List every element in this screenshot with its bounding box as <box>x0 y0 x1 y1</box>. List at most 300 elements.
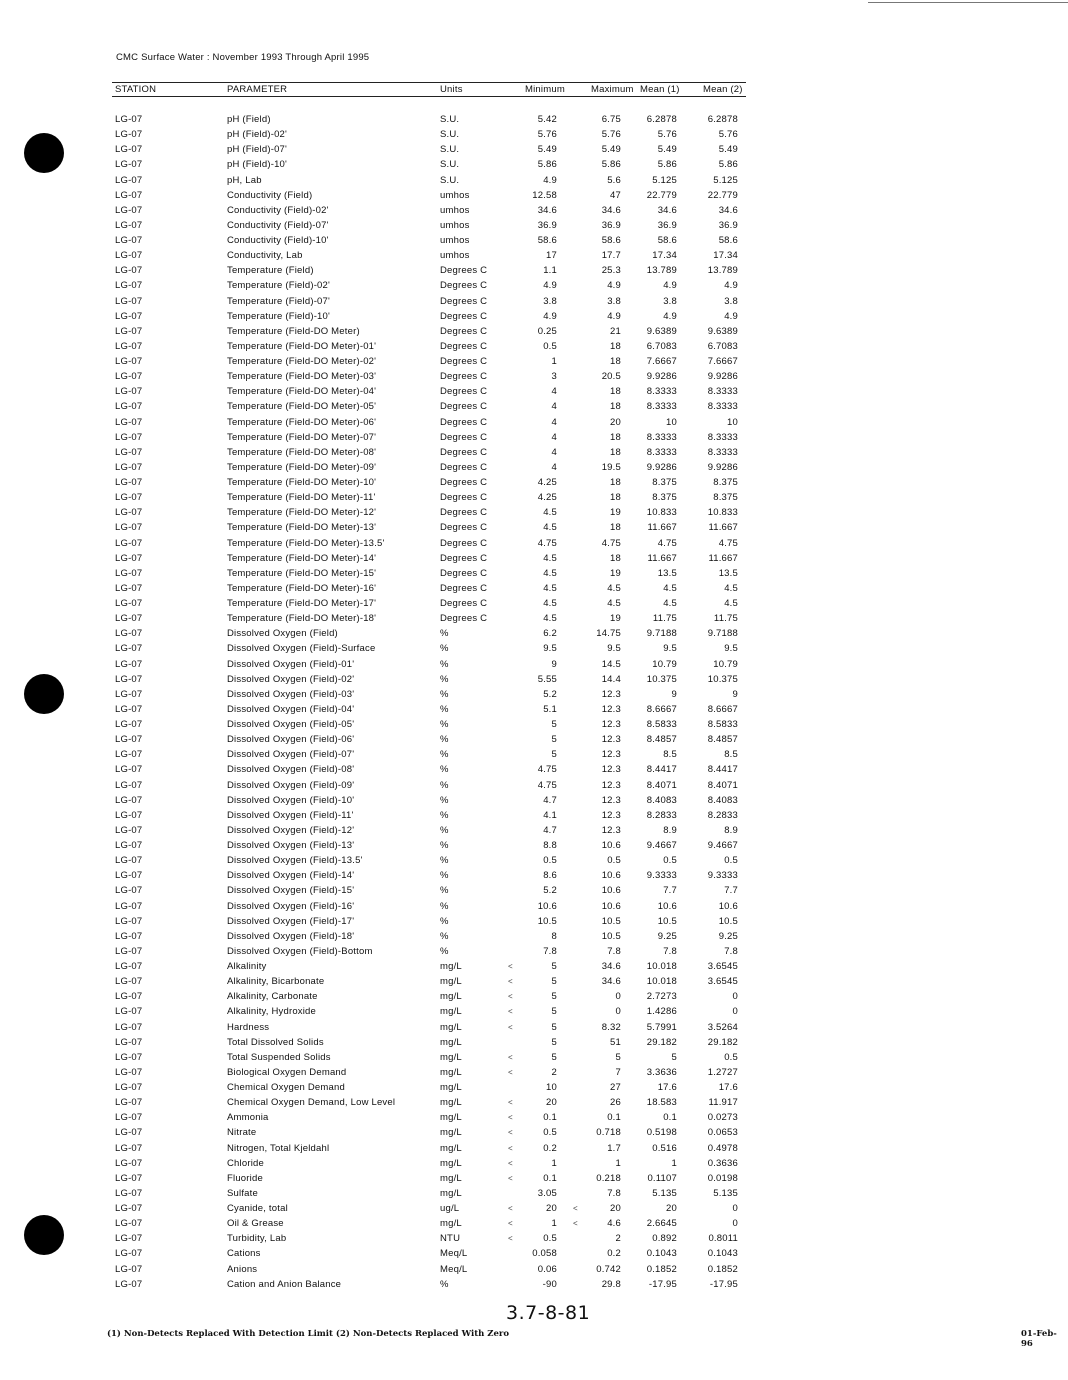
table-row <box>0 1141 1068 1156</box>
units-cell: NTU <box>440 1233 461 1245</box>
station-cell: LG-07 <box>115 719 143 730</box>
station-cell: LG-07 <box>115 1082 143 1093</box>
station-cell: LG-07 <box>115 310 143 322</box>
units-cell: % <box>440 749 449 761</box>
mean1-cell: 6.7083 <box>646 340 677 352</box>
min-qualifier-cell: < <box>508 1219 513 1229</box>
minimum-cell: 4.5 <box>543 552 557 564</box>
parameter-cell: Temperature (Field-DO Meter)-04' <box>227 386 377 398</box>
mean1-cell: 9.25 <box>657 930 677 942</box>
mean1-cell: 8.4857 <box>646 734 677 746</box>
mean2-cell: 9.7188 <box>707 628 738 640</box>
maximum-cell: 0 <box>615 1006 621 1018</box>
table-row <box>0 944 1068 959</box>
mean1-cell: 8.5 <box>663 749 677 761</box>
table-row <box>0 581 1068 596</box>
station-cell: LG-07 <box>115 219 143 231</box>
table-row <box>0 702 1068 717</box>
station-cell: LG-07 <box>115 386 143 398</box>
station-cell: LG-07 <box>115 976 143 988</box>
station-cell: LG-07 <box>115 1066 143 1078</box>
mean1-cell: 8.3333 <box>646 446 677 458</box>
minimum-cell: 5.1 <box>543 703 557 715</box>
minimum-cell: 4.5 <box>543 582 557 594</box>
table-row <box>0 899 1068 914</box>
mean1-cell: -17.95 <box>648 1278 677 1290</box>
units-cell: Degrees C <box>440 416 488 428</box>
maximum-cell: 34.6 <box>601 961 621 972</box>
parameter-cell: Dissolved Oxygen (Field)-06' <box>227 734 355 746</box>
station-cell: LG-07 <box>115 280 143 292</box>
parameter-cell: Conductivity (Field)-10' <box>227 235 329 246</box>
station-cell: LG-07 <box>115 446 143 458</box>
minimum-cell: 1 <box>551 1157 557 1169</box>
station-cell: LG-07 <box>115 1263 143 1275</box>
station-cell: LG-07 <box>115 295 143 307</box>
table-row <box>0 551 1068 566</box>
mean1-cell: 0.1852 <box>646 1263 677 1275</box>
minimum-cell: 0.25 <box>537 325 557 337</box>
table-row <box>0 233 1068 248</box>
maximum-cell: 20 <box>610 416 621 428</box>
parameter-cell: Dissolved Oxygen (Field)-10' <box>227 794 355 806</box>
parameter-cell: Dissolved Oxygen (Field) <box>227 628 338 640</box>
maximum-cell: 0 <box>615 991 621 1003</box>
mean1-cell: 4.9 <box>663 310 677 322</box>
station-cell: LG-07 <box>115 356 143 367</box>
parameter-cell: Temperature (Field-DO Meter)-09' <box>227 461 377 473</box>
station-cell: LG-07 <box>115 114 143 125</box>
table-row <box>0 127 1068 142</box>
units-cell: S.U. <box>440 144 460 156</box>
mean2-cell: 8.3333 <box>707 401 738 413</box>
mean2-cell: 1.2727 <box>707 1066 738 1078</box>
table-row <box>0 989 1068 1004</box>
units-cell: mg/L <box>440 1036 462 1048</box>
mean1-cell: 0.1107 <box>647 1172 677 1184</box>
parameter-cell: Temperature (Field-DO Meter)-16' <box>227 582 377 594</box>
min-qualifier-cell: < <box>508 1067 513 1077</box>
units-cell: Degrees C <box>440 386 488 398</box>
minimum-cell: 12.58 <box>532 189 557 201</box>
mean2-cell: 0.3636 <box>707 1157 738 1169</box>
station-cell: LG-07 <box>115 1233 143 1245</box>
table-row <box>0 157 1068 172</box>
mean2-cell: 6.2878 <box>707 114 738 125</box>
maximum-cell: 7 <box>615 1066 621 1078</box>
maximum-cell: 17.7 <box>601 250 621 262</box>
minimum-cell: 5.2 <box>543 688 557 700</box>
maximum-cell: 36.9 <box>601 219 621 231</box>
station-cell: LG-07 <box>115 688 143 700</box>
parameter-cell: Conductivity (Field)-02' <box>227 204 329 216</box>
minimum-cell: 4.9 <box>543 174 557 186</box>
units-cell: S.U. <box>440 174 460 186</box>
parameter-cell: Hardness <box>227 1021 270 1033</box>
station-cell: LG-07 <box>115 1021 143 1033</box>
station-cell: LG-07 <box>115 537 143 549</box>
table-row <box>0 490 1068 505</box>
units-cell: mg/L <box>440 1112 462 1124</box>
station-cell: LG-07 <box>115 129 143 141</box>
minimum-cell: 2 <box>551 1066 557 1078</box>
min-qualifier-cell: < <box>508 1143 513 1153</box>
mean1-cell: 5.135 <box>652 1187 677 1199</box>
maximum-cell: 18 <box>610 340 621 352</box>
mean2-cell: 8.3333 <box>707 431 738 443</box>
table-row <box>0 505 1068 520</box>
units-cell: % <box>440 673 449 685</box>
table-row <box>0 309 1068 324</box>
table-row <box>0 1110 1068 1125</box>
mean1-cell: 20 <box>666 1203 677 1214</box>
units-cell: Degrees C <box>440 371 488 383</box>
minimum-cell: 17 <box>546 250 557 262</box>
minimum-cell: 5 <box>551 734 557 746</box>
mean2-cell: 10.6 <box>718 900 738 912</box>
mean2-cell: 5.125 <box>713 174 738 186</box>
units-cell: Degrees C <box>440 325 488 337</box>
units-cell: mg/L <box>440 1082 462 1093</box>
parameter-cell: Temperature (Field-DO Meter) <box>227 325 360 337</box>
parameter-cell: Dissolved Oxygen (Field)-Bottom <box>227 945 373 957</box>
max-qualifier-cell: < <box>573 1204 578 1213</box>
mean2-cell: 8.4083 <box>707 794 738 806</box>
minimum-cell: 5 <box>551 961 557 972</box>
minimum-cell: 34.6 <box>537 204 557 216</box>
parameter-cell: Dissolved Oxygen (Field)-17' <box>227 915 355 927</box>
minimum-cell: 4.7 <box>543 824 557 836</box>
mean1-cell: 9.7188 <box>646 628 677 640</box>
minimum-cell: 9 <box>551 658 557 670</box>
mean1-cell: 11.75 <box>652 613 677 625</box>
station-cell: LG-07 <box>115 1157 143 1169</box>
maximum-cell: 12.3 <box>601 688 621 700</box>
station-cell: LG-07 <box>115 930 143 942</box>
units-cell: % <box>440 870 449 882</box>
table-row <box>0 475 1068 490</box>
station-cell: LG-07 <box>115 809 143 821</box>
maximum-cell: 20.5 <box>601 371 621 383</box>
maximum-cell: 12.3 <box>601 719 621 730</box>
station-cell: LG-07 <box>115 507 143 519</box>
mean2-cell: 0 <box>732 1006 738 1018</box>
mean2-cell: 0 <box>732 991 738 1003</box>
parameter-cell: Temperature (Field-DO Meter)-05' <box>227 401 377 413</box>
mean1-cell: 9.9286 <box>646 461 677 473</box>
minimum-cell: 4 <box>551 401 557 413</box>
table-row <box>0 959 1068 974</box>
table-row <box>0 611 1068 626</box>
table-row <box>0 1216 1068 1231</box>
station-cell: LG-07 <box>115 961 143 972</box>
maximum-cell: 7.8 <box>607 1187 621 1199</box>
table-row <box>0 112 1068 127</box>
mean2-cell: 5.49 <box>718 144 738 156</box>
min-qualifier-cell: < <box>508 1204 513 1213</box>
table-row <box>0 369 1068 384</box>
parameter-cell: Dissolved Oxygen (Field)-03' <box>227 688 355 700</box>
mean1-cell: 13.5 <box>657 567 677 579</box>
minimum-cell: 4 <box>551 386 557 398</box>
minimum-cell: 0.058 <box>532 1248 557 1260</box>
min-qualifier-cell: < <box>508 1234 513 1244</box>
mean2-cell: 0.1043 <box>707 1248 738 1260</box>
parameter-cell: pH (Field)-02' <box>227 129 288 141</box>
parameter-cell: Temperature (Field-DO Meter)-07' <box>227 431 377 443</box>
parameter-cell: Temperature (Field)-10' <box>227 310 331 322</box>
header-parameter: PARAMETER <box>227 84 288 95</box>
mean1-cell: 17.6 <box>657 1082 677 1093</box>
table-row <box>0 914 1068 929</box>
table-row <box>0 1246 1068 1261</box>
mean1-cell: 11.667 <box>647 522 677 534</box>
units-cell: % <box>440 734 449 746</box>
min-qualifier-cell: < <box>508 992 513 1002</box>
mean1-cell: 4.75 <box>657 537 677 549</box>
maximum-cell: 19 <box>610 507 621 519</box>
minimum-cell: 4.25 <box>537 492 557 504</box>
station-cell: LG-07 <box>115 189 143 201</box>
mean2-cell: 0.5 <box>724 855 738 867</box>
units-cell: Degrees C <box>440 552 488 564</box>
maximum-cell: 10.6 <box>601 900 621 912</box>
table-row <box>0 1186 1068 1201</box>
parameter-cell: pH, Lab <box>227 174 262 186</box>
units-cell: % <box>440 824 449 836</box>
mean2-cell: 8.375 <box>713 492 738 504</box>
maximum-cell: 21 <box>610 325 621 337</box>
mean2-cell: 9.25 <box>718 930 738 942</box>
mean2-cell: 9.6389 <box>707 325 738 337</box>
maximum-cell: 0.742 <box>596 1263 621 1275</box>
parameter-cell: Temperature (Field-DO Meter)-13.5' <box>227 537 385 549</box>
minimum-cell: 1 <box>551 1218 557 1230</box>
station-cell: LG-07 <box>115 945 143 957</box>
units-cell: % <box>440 840 449 851</box>
mean1-cell: 10 <box>666 416 677 428</box>
units-cell: % <box>440 658 449 670</box>
min-qualifier-cell: < <box>508 1098 513 1108</box>
station-cell: LG-07 <box>115 567 143 579</box>
parameter-cell: Temperature (Field-DO Meter)-17' <box>227 598 377 609</box>
mean1-cell: 8.2833 <box>646 809 677 821</box>
mean1-cell: 8.3333 <box>646 431 677 443</box>
mean1-cell: 36.9 <box>657 219 677 231</box>
maximum-cell: 14.75 <box>596 628 621 640</box>
mean2-cell: 9.9286 <box>707 461 738 473</box>
minimum-cell: 0.1 <box>543 1172 557 1184</box>
station-cell: LG-07 <box>115 1218 143 1230</box>
mean1-cell: 18.583 <box>646 1097 677 1109</box>
min-qualifier-cell: < <box>508 1128 513 1138</box>
station-cell: LG-07 <box>115 915 143 927</box>
mean2-cell: 0.4978 <box>707 1142 738 1154</box>
maximum-cell: 4.5 <box>607 582 621 594</box>
station-cell: LG-07 <box>115 582 143 594</box>
units-cell: % <box>440 915 449 927</box>
minimum-cell: 4.75 <box>537 779 557 791</box>
units-cell: mg/L <box>440 961 462 972</box>
maximum-cell: 0.718 <box>596 1127 621 1139</box>
maximum-cell: 9.5 <box>607 643 621 655</box>
mean2-cell: 3.5264 <box>707 1021 738 1033</box>
min-qualifier-cell: < <box>508 1158 513 1168</box>
mean1-cell: 0.516 <box>652 1142 677 1154</box>
mean1-cell: 0.1043 <box>646 1248 677 1260</box>
min-qualifier-cell: < <box>508 977 513 987</box>
units-cell: % <box>440 779 449 791</box>
station-cell: LG-07 <box>115 900 143 912</box>
table-row <box>0 762 1068 777</box>
units-cell: Degrees C <box>440 356 488 367</box>
footnote: (1) Non-Detects Replaced With Detection Limit (2) Non-Detects Replaced With Zero <box>107 1329 510 1339</box>
minimum-cell: 10 <box>546 1082 557 1093</box>
minimum-cell: 5 <box>551 1006 557 1018</box>
mean2-cell: 29.182 <box>707 1036 738 1048</box>
parameter-cell: Ammonia <box>227 1112 269 1124</box>
minimum-cell: 0.2 <box>543 1142 557 1154</box>
maximum-cell: 10.6 <box>601 870 621 882</box>
units-cell: Degrees C <box>440 507 488 519</box>
units-cell: Meq/L <box>440 1263 468 1275</box>
parameter-cell: pH (Field)-07' <box>227 144 288 156</box>
mean2-cell: 8.4857 <box>707 734 738 746</box>
units-cell: mg/L <box>440 1172 462 1184</box>
mean2-cell: 6.7083 <box>707 340 738 352</box>
minimum-cell: 5 <box>551 976 557 988</box>
mean1-cell: 1 <box>671 1157 677 1169</box>
station-cell: LG-07 <box>115 673 143 685</box>
mean1-cell: 4.5 <box>663 598 677 609</box>
mean1-cell: 9.4667 <box>646 840 677 851</box>
units-cell: S.U. <box>440 129 460 141</box>
parameter-cell: Temperature (Field-DO Meter)-03' <box>227 371 377 383</box>
mean1-cell: 1.4286 <box>646 1006 677 1018</box>
station-cell: LG-07 <box>115 658 143 670</box>
mean2-cell: 8.9 <box>724 824 738 836</box>
mean2-cell: 7.8 <box>724 945 738 957</box>
mean1-cell: 8.3333 <box>646 386 677 398</box>
mean2-cell: 8.2833 <box>707 809 738 821</box>
maximum-cell: 12.3 <box>601 703 621 715</box>
units-cell: Degrees C <box>440 265 488 277</box>
table-row <box>0 1231 1068 1246</box>
minimum-cell: 4 <box>551 461 557 473</box>
mean1-cell: 10.6 <box>657 900 677 912</box>
table-row <box>0 1020 1068 1035</box>
maximum-cell: 20 <box>610 1203 621 1214</box>
mean2-cell: 8.5833 <box>707 719 738 730</box>
mean2-cell: 0 <box>732 1203 738 1214</box>
table-row <box>0 1262 1068 1277</box>
mean2-cell: 17.34 <box>713 250 738 262</box>
maximum-cell: 18 <box>610 492 621 504</box>
maximum-cell: 19 <box>610 613 621 625</box>
mean1-cell: 2.7273 <box>646 991 677 1003</box>
table-row <box>0 248 1068 263</box>
parameter-cell: Temperature (Field-DO Meter)-01' <box>227 340 377 352</box>
mean2-cell: 10.833 <box>707 507 738 519</box>
units-cell: Degrees C <box>440 401 488 413</box>
parameter-cell: Temperature (Field-DO Meter)-12' <box>227 507 377 519</box>
station-cell: LG-07 <box>115 416 143 428</box>
mean2-cell: 10 <box>727 416 738 428</box>
header-station: STATION <box>115 84 157 95</box>
parameter-cell: Dissolved Oxygen (Field)-13.5' <box>227 855 363 867</box>
table-row <box>0 641 1068 656</box>
maximum-cell: 0.1 <box>607 1112 621 1124</box>
table-row <box>0 415 1068 430</box>
station-cell: LG-07 <box>115 1187 143 1199</box>
mean2-cell: 3.8 <box>724 295 738 307</box>
minimum-cell: 7.8 <box>543 945 557 957</box>
table-row <box>0 793 1068 808</box>
maximum-cell: 4.9 <box>607 280 621 292</box>
station-cell: LG-07 <box>115 401 143 413</box>
station-cell: LG-07 <box>115 885 143 897</box>
units-cell: mg/L <box>440 1006 462 1018</box>
mean2-cell: 11.917 <box>708 1097 738 1109</box>
parameter-cell: Turbidity, Lab <box>227 1233 287 1245</box>
units-cell: Meq/L <box>440 1248 468 1260</box>
parameter-cell: Dissolved Oxygen (Field)-13' <box>227 840 355 851</box>
table-row <box>0 218 1068 233</box>
parameter-cell: Temperature (Field-DO Meter)-02' <box>227 356 377 367</box>
station-cell: LG-07 <box>115 779 143 791</box>
minimum-cell: 4.5 <box>543 507 557 519</box>
maximum-cell: 18 <box>610 522 621 534</box>
station-cell: LG-07 <box>115 250 143 262</box>
units-cell: % <box>440 885 449 897</box>
table-row <box>0 929 1068 944</box>
mean1-cell: 7.7 <box>663 885 677 897</box>
mean1-cell: 5.86 <box>657 159 677 171</box>
parameter-cell: Dissolved Oxygen (Field)-15' <box>227 885 355 897</box>
mean2-cell: 5.86 <box>718 159 738 171</box>
mean1-cell: 5.76 <box>657 129 677 141</box>
minimum-cell: 0.5 <box>543 340 557 352</box>
table-row <box>0 717 1068 732</box>
maximum-cell: 12.3 <box>601 764 621 776</box>
mean1-cell: 7.6667 <box>646 356 677 367</box>
mean2-cell: 0 <box>732 1218 738 1230</box>
units-cell: ug/L <box>440 1203 460 1214</box>
parameter-cell: Temperature (Field-DO Meter)-18' <box>227 613 377 625</box>
units-cell: % <box>440 688 449 700</box>
mean1-cell: 5.125 <box>652 174 677 186</box>
units-cell: umhos <box>440 189 470 201</box>
minimum-cell: 1.1 <box>543 265 557 277</box>
minimum-cell: 4.5 <box>543 613 557 625</box>
parameter-cell: Dissolved Oxygen (Field)-04' <box>227 703 355 715</box>
minimum-cell: 5.42 <box>537 114 557 125</box>
station-cell: LG-07 <box>115 855 143 867</box>
station-cell: LG-07 <box>115 552 143 564</box>
station-cell: LG-07 <box>115 1278 143 1290</box>
minimum-cell: 3.05 <box>537 1187 557 1199</box>
table-row <box>0 883 1068 898</box>
mean2-cell: 3.6545 <box>707 961 738 972</box>
minimum-cell: 4.1 <box>543 809 557 821</box>
units-cell: umhos <box>440 219 470 231</box>
min-qualifier-cell: < <box>508 962 513 971</box>
station-cell: LG-07 <box>115 824 143 836</box>
minimum-cell: 4.75 <box>537 764 557 776</box>
header-top-rule <box>112 82 746 83</box>
minimum-cell: 4 <box>551 416 557 428</box>
mean1-cell: 29.182 <box>646 1036 677 1048</box>
